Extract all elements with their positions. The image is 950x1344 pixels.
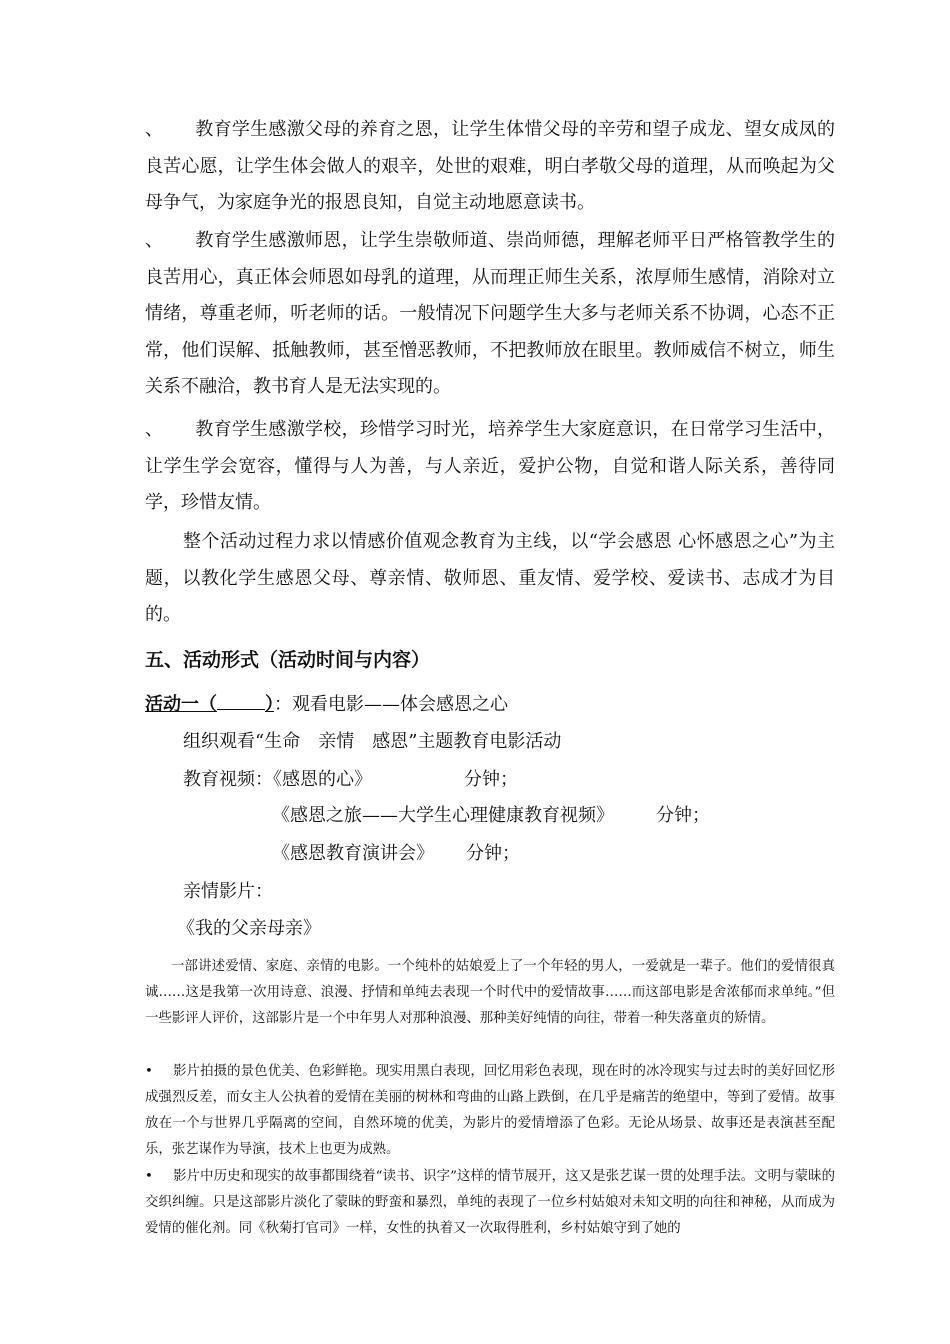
goal-marker: 、 (145, 119, 163, 140)
bullet-icon: • (145, 1064, 153, 1079)
video-label: 教育视频： (183, 769, 273, 790)
activity-title (145, 687, 508, 723)
video-unit: 分钟； (464, 769, 518, 790)
goal-text: 教育学生感激学校，珍惜学习时光，培养学生大家庭意识，在日常学习生活中，让学生学会宽容，懂得与人为善，与人亲近，爱护公物，自觉和谐人际关系，善待同学，珍惜友情。 (145, 419, 835, 513)
activity-blank (217, 691, 265, 710)
video-line-2 (272, 798, 710, 834)
bullet-icon: • (145, 1169, 153, 1184)
video-title: 《感恩的心》 (273, 769, 372, 790)
video-line-3 (272, 836, 520, 872)
film-label: 亲情影片： (183, 881, 273, 902)
video-line-1 (183, 762, 518, 798)
activity-subtitle: ：观看电影——体会感恩之心 (274, 694, 508, 715)
film-point-text: 影片中历史和现实的故事都围绕着“读书、识字”这样的情节展开，这又是张艺谋一贯的处理手法。文明与蒙昧的交织纠缠。只是这部影片淡化了蒙昧的野蛮和暴烈，单纯的表现了一位乡村姑娘对未知文明的向往和神秘，从而成为爱情的催化剂。同《秋菊打官司》一样，女性的执着又一次取得胜利，乡村姑娘守到了她的 (145, 1169, 835, 1236)
video-title: 《感恩教育演讲会》 (272, 843, 434, 864)
section-heading: 五、活动形式（活动时间与内容） (145, 649, 431, 671)
goal-marker: 、 (145, 230, 163, 251)
goal-text: 教育学生感激父母的养育之恩，让学生体惜父母的辛劳和望子成龙、望女成凤的良苦心愿，让学生体会做人的艰辛，处世的艰难，明白孝敬父母的道理，从而唤起为父母争气，为家庭争光的报恩良知，自觉主动地愿意读书。 (145, 119, 835, 213)
film-point-1 (145, 1059, 835, 1163)
organize-line: 组织观看“生命 亲情 感恩”主题教育电影活动 (183, 731, 562, 752)
goal-paragraph-1 (145, 112, 835, 222)
film-point-2 (145, 1164, 835, 1242)
film-point-text: 影片拍摄的景色优美、色彩鲜艳。现实用黑白表现，回忆用彩色表现，现在时的冰冷现实与过去时的美好回忆形成强烈反差，而女主人公执着的爱情在美丽的树林和弯曲的山路上跌倒，在几乎是痛苦的绝望中，等到了爱情。故事放在一个与世界几乎隔离的空间，自然环境的优美，为影片的爱情增添了色彩。无论从场景、故事还是表演甚至配乐，张艺谋作为导演，技术上也更为成熟。 (145, 1064, 835, 1157)
activity-label: 活动一（ ） (145, 694, 274, 715)
video-unit: 分钟； (466, 843, 520, 864)
goal-text: 教育学生感激师恩，让学生崇敬师道、崇尚师德，理解老师平日严格管教学生的良苦用心，真正体会师恩如母乳的道理，从而理正师生关系，浓厚师生感情，消除对立情绪，尊重老师，听老师的话。一般情况下问题学生大多与老师关系不协调，心态不正常，他们误解、抵触教师，甚至憎恶教师，不把教师放在眼里。教师威信不树立，师生关系不融洽，教书育人是无法实现的。 (145, 230, 835, 397)
goal-paragraph-2 (145, 223, 835, 406)
goal-paragraph-3 (145, 412, 835, 522)
summary-paragraph: 整个活动过程力求以情感价值观念教育为主线，以“学会感恩 心怀感恩之心”为主题，以教化学生感恩父母、尊亲情、敬师恩、重友情、爱学校、爱读书、志成才为目的。 (145, 531, 835, 625)
video-unit: 分钟； (656, 805, 710, 826)
film-title: 《我的父亲母亲》 (177, 918, 321, 939)
goal-marker: 、 (145, 419, 163, 440)
film-intro: 一部讲述爱情、家庭、亲情的电影。一个纯朴的姑娘爱上了一个年轻的男人，一爱就是一辈子。他们的爱情很真诚……这是我第一次用诗意、浪漫、抒情和单纯去表现一个时代中的爱情故事……而这部电影是舍浓郁而求单纯。”但一些影评人评价，这部影片是一个中年男人对那种浪漫、那种美好纯情的向往，带着一种失落童贞的矫情。 (145, 959, 835, 1026)
video-title: 《感恩之旅——大学生心理健康教育视频》 (272, 805, 614, 826)
